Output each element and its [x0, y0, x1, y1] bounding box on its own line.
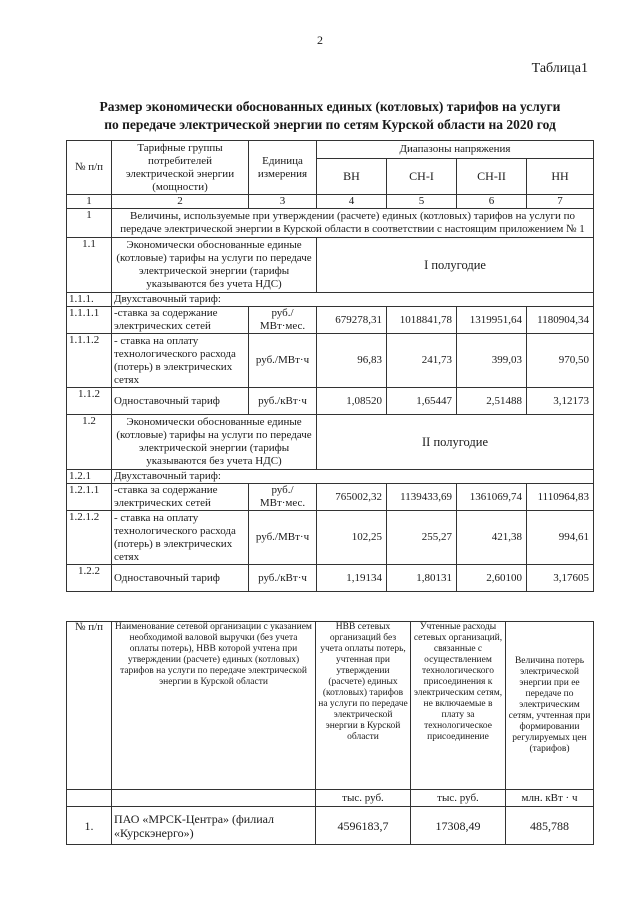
row-num: 1.2.1.1 — [67, 484, 112, 511]
index-cell: 5 — [387, 195, 457, 209]
losses-value: 485,788 — [506, 807, 594, 845]
period-label: II полугодие — [317, 415, 594, 470]
t2-header-row — [67, 622, 594, 790]
row-num: 1.1.1.2 — [67, 334, 112, 388]
row-num: 1. — [67, 807, 112, 845]
row-num: 1.2.2 — [67, 565, 112, 592]
value-cell: 1,80131 — [387, 565, 457, 592]
unit-expenses: тыс. руб. — [411, 790, 506, 807]
row-num: 1.2.1 — [67, 470, 112, 484]
empty-cell — [67, 790, 112, 807]
empty-cell — [112, 790, 316, 807]
index-cell: 1 — [67, 195, 112, 209]
t2-header-expenses: Учтенные расходы сетевых организаций, связанные с осуществлением технологического присоединения к электрическим сетям, не включаемые в плату за технологическое присоединение — [411, 622, 506, 790]
section-text: Экономически обоснованные единые (котловые) тарифы на услуги по передаче электрической энергии (тарифы указываются без учета НДС) — [112, 238, 317, 293]
row-1 — [67, 209, 594, 238]
value-cell: 1018841,78 — [387, 307, 457, 334]
period-label: I полугодие — [317, 238, 594, 293]
table-label: Таблица1 — [531, 61, 588, 76]
value-cell: 1319951,64 — [457, 307, 527, 334]
row-num: 1.1.1. — [67, 293, 112, 307]
value-cell: 102,25 — [317, 511, 387, 565]
single-rate-row — [67, 388, 594, 415]
section-text: Экономически обоснованные единые (котловые) тарифы на услуги по передаче электрической энергии (тарифы указываются без учета НДС) — [112, 415, 317, 470]
value-cell: 1180904,34 — [527, 307, 594, 334]
header-sn1: СН-I — [387, 159, 457, 195]
header-num: № п/п — [67, 141, 112, 195]
single-rate-label: Одноставочный тариф — [112, 388, 249, 415]
value-cell: 679278,31 — [317, 307, 387, 334]
expenses-value: 17308,49 — [411, 807, 506, 845]
rate-unit: руб./кВт·ч — [249, 388, 317, 415]
index-cell: 7 — [527, 195, 594, 209]
index-cell: 6 — [457, 195, 527, 209]
nvv-value: 4596183,7 — [316, 807, 411, 845]
single-rate-row — [67, 565, 594, 592]
value-cell: 2,51488 — [457, 388, 527, 415]
row-num: 1.1.2 — [67, 388, 112, 415]
value-cell: 994,61 — [527, 511, 594, 565]
title-line-1: Размер экономически обоснованных единых (котловых) тарифов на услуги — [99, 99, 561, 114]
value-cell: 3,17605 — [527, 565, 594, 592]
index-cell: 2 — [112, 195, 249, 209]
t2-header-org: Наименование сетевой организации с указанием необходимой валовой выручки (без учета оплаты потерь), НВВ которой учтена при утверждении (расчете) единых (котловых) тарифов на услуги по передаче электрической энергии в Курской области — [112, 622, 316, 790]
header-sn2: СН-II — [457, 159, 527, 195]
value-cell: 765002,32 — [317, 484, 387, 511]
value-cell: 421,38 — [457, 511, 527, 565]
rate-unit: руб./МВт·ч — [249, 511, 317, 565]
value-cell: 3,12173 — [527, 388, 594, 415]
t2-header-losses: Величина потерь электрической энергии при ее передаче по электрическим сетям, учтенная при формировании регулируемых цен (тарифов) — [506, 622, 594, 790]
rate-label: - ставка на оплату технологического расхода (потерь) в электрических сетях — [112, 334, 249, 388]
index-cell: 4 — [317, 195, 387, 209]
document-title — [40, 98, 620, 134]
two-part-label: Двухставочный тариф: — [112, 293, 594, 307]
two-part-label: Двухставочный тариф: — [112, 470, 594, 484]
unit-nvv: тыс. руб. — [316, 790, 411, 807]
header-nn: НН — [527, 159, 594, 195]
value-cell: 96,83 — [317, 334, 387, 388]
two-part-row — [67, 470, 594, 484]
rate-row — [67, 307, 594, 334]
unit-losses: млн. кВт · ч — [506, 790, 594, 807]
row-num: 1.1.1.1 — [67, 307, 112, 334]
value-cell: 1,65447 — [387, 388, 457, 415]
row-num: 1 — [67, 209, 112, 238]
rate-label: -ставка за содержание электрических сетей — [112, 484, 249, 511]
network-org-table — [66, 621, 594, 845]
section-row — [67, 238, 594, 293]
header-vn: ВН — [317, 159, 387, 195]
value-cell: 2,60100 — [457, 565, 527, 592]
value-cell: 970,50 — [527, 334, 594, 388]
value-cell: 1361069,74 — [457, 484, 527, 511]
t2-header-nvv: НВВ сетевых организаций без учета оплаты потерь, учтенная при утверждении (расчете) единых (котловых) тарифов на услуги по передаче электрической энергии в Курской области — [316, 622, 411, 790]
rate-row — [67, 511, 594, 565]
org-name: ПАО «МРСК-Центра» (филиал «Курскэнерго») — [112, 807, 316, 845]
header-row-1 — [67, 141, 594, 159]
value-cell: 1,19134 — [317, 565, 387, 592]
header-unit: Единица измерения — [249, 141, 317, 195]
index-cell: 3 — [249, 195, 317, 209]
row-num: 1.2 — [67, 415, 112, 470]
section-row — [67, 415, 594, 470]
rate-label: - ставка на оплату технологического расхода (потерь) в электрических сетях — [112, 511, 249, 565]
rate-row — [67, 334, 594, 388]
row-1-text: Величины, используемые при утверждении (расчете) единых (котловых) тарифов на услуги по передаче электрической энергии в Курской области в соответствии с настоящим приложением № 1 — [112, 209, 594, 238]
rate-unit: руб./МВт·мес. — [249, 484, 317, 511]
page-number: 2 — [317, 33, 323, 47]
row-num: 1.2.1.2 — [67, 511, 112, 565]
value-cell: 1110964,83 — [527, 484, 594, 511]
tariff-table — [66, 140, 594, 592]
value-cell: 1139433,69 — [387, 484, 457, 511]
value-cell: 1,08520 — [317, 388, 387, 415]
rate-label: -ставка за содержание электрических сетей — [112, 307, 249, 334]
value-cell: 255,27 — [387, 511, 457, 565]
title-line-2: по передаче электрической энергии по сетям Курской области на 2020 год — [104, 117, 556, 132]
value-cell: 399,03 — [457, 334, 527, 388]
t2-units-row — [67, 790, 594, 807]
rate-unit: руб./МВт·мес. — [249, 307, 317, 334]
two-part-row — [67, 293, 594, 307]
index-row — [67, 195, 594, 209]
rate-unit: руб./кВт·ч — [249, 565, 317, 592]
rate-row — [67, 484, 594, 511]
value-cell: 241,73 — [387, 334, 457, 388]
t2-data-row — [67, 807, 594, 845]
t2-header-num: № п/п — [67, 622, 112, 790]
header-ranges: Диапазоны напряжения — [317, 141, 594, 159]
header-group: Тарифные группы потребителей электрической энергии (мощности) — [112, 141, 249, 195]
single-rate-label: Одноставочный тариф — [112, 565, 249, 592]
row-num: 1.1 — [67, 238, 112, 293]
rate-unit: руб./МВт·ч — [249, 334, 317, 388]
